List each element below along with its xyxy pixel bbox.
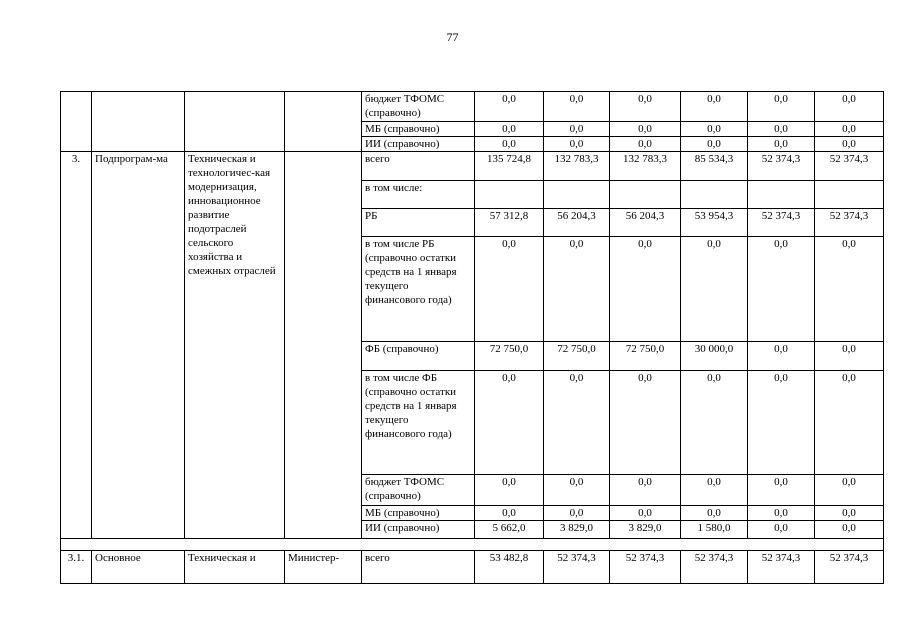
value-cell — [681, 181, 748, 209]
value-cell: 0,0 — [748, 371, 815, 475]
value-cell: 5 662,0 — [475, 521, 544, 539]
value-cell: 0,0 — [475, 92, 544, 122]
row-number: 3. — [61, 152, 92, 539]
source-cell: бюджет ТФОМС (справочно) — [362, 92, 475, 122]
value-cell: 52 374,3 — [748, 209, 815, 237]
value-cell: 85 534,3 — [681, 152, 748, 181]
value-cell: 1 580,0 — [681, 521, 748, 539]
value-cell: 0,0 — [748, 137, 815, 152]
name-cell: Техническая и технологичес-кая модернизация, инновационное развитие подотраслей сельского хозяйства и смежных отраслей — [185, 152, 285, 539]
source-cell: МБ (справочно) — [362, 506, 475, 521]
value-cell: 0,0 — [815, 342, 884, 371]
value-cell: 72 750,0 — [610, 342, 681, 371]
source-cell: всего — [362, 152, 475, 181]
value-cell: 0,0 — [681, 371, 748, 475]
executor-cell — [285, 152, 362, 539]
source-cell: РБ — [362, 209, 475, 237]
finance-table — [60, 91, 884, 584]
value-cell: 0,0 — [681, 122, 748, 137]
value-cell: 3 829,0 — [544, 521, 610, 539]
value-cell: 0,0 — [610, 506, 681, 521]
source-cell: МБ (справочно) — [362, 122, 475, 137]
empty-cell — [92, 92, 185, 152]
value-cell: 0,0 — [610, 475, 681, 506]
value-cell: 57 312,8 — [475, 209, 544, 237]
value-cell: 52 374,3 — [681, 551, 748, 584]
source-cell: ИИ (справочно) — [362, 521, 475, 539]
value-cell: 3 829,0 — [610, 521, 681, 539]
value-cell: 0,0 — [815, 122, 884, 137]
source-cell: в том числе: — [362, 181, 475, 209]
value-cell: 0,0 — [475, 237, 544, 342]
value-cell: 132 783,3 — [544, 152, 610, 181]
value-cell: 56 204,3 — [544, 209, 610, 237]
value-cell: 0,0 — [748, 122, 815, 137]
empty-cell — [185, 92, 285, 152]
value-cell: 0,0 — [475, 506, 544, 521]
value-cell: 132 783,3 — [610, 152, 681, 181]
source-cell: всего — [362, 551, 475, 584]
value-cell: 0,0 — [610, 92, 681, 122]
table-spacer — [61, 539, 884, 551]
source-cell: ИИ (справочно) — [362, 137, 475, 152]
value-cell: 0,0 — [815, 137, 884, 152]
value-cell: 0,0 — [544, 237, 610, 342]
source-cell: бюджет ТФОМС (справочно) — [362, 475, 475, 506]
value-cell: 0,0 — [748, 475, 815, 506]
value-cell: 0,0 — [681, 137, 748, 152]
value-cell: 0,0 — [544, 506, 610, 521]
value-cell: 30 000,0 — [681, 342, 748, 371]
value-cell: 52 374,3 — [610, 551, 681, 584]
value-cell: 56 204,3 — [610, 209, 681, 237]
value-cell: 52 374,3 — [815, 209, 884, 237]
value-cell: 52 374,3 — [815, 152, 884, 181]
value-cell: 0,0 — [610, 371, 681, 475]
value-cell: 52 374,3 — [544, 551, 610, 584]
source-cell: ФБ (справочно) — [362, 342, 475, 371]
table-row — [61, 551, 884, 584]
value-cell: 0,0 — [815, 521, 884, 539]
value-cell: 0,0 — [748, 92, 815, 122]
value-cell: 72 750,0 — [475, 342, 544, 371]
name-cell: Техническая и — [185, 551, 285, 584]
empty-cell — [61, 92, 92, 152]
value-cell: 0,0 — [815, 506, 884, 521]
value-cell — [610, 181, 681, 209]
value-cell: 0,0 — [748, 506, 815, 521]
value-cell — [544, 181, 610, 209]
value-cell: 72 750,0 — [544, 342, 610, 371]
value-cell: 0,0 — [475, 371, 544, 475]
value-cell: 52 374,3 — [815, 551, 884, 584]
value-cell: 0,0 — [681, 475, 748, 506]
value-cell: 52 374,3 — [748, 152, 815, 181]
value-cell: 0,0 — [610, 237, 681, 342]
value-cell: 53 954,3 — [681, 209, 748, 237]
value-cell: 0,0 — [544, 92, 610, 122]
value-cell: 0,0 — [544, 371, 610, 475]
value-cell: 0,0 — [681, 506, 748, 521]
value-cell: 0,0 — [544, 122, 610, 137]
value-cell: 0,0 — [475, 122, 544, 137]
value-cell: 52 374,3 — [748, 551, 815, 584]
value-cell: 0,0 — [544, 475, 610, 506]
value-cell: 0,0 — [475, 137, 544, 152]
value-cell: 0,0 — [748, 237, 815, 342]
value-cell: 0,0 — [815, 237, 884, 342]
value-cell: 0,0 — [544, 137, 610, 152]
executor-cell: Министер- — [285, 551, 362, 584]
source-cell: в том числе РБ (справочно остатки средств на 1 января текущего финансового года) — [362, 237, 475, 342]
table-row — [61, 152, 884, 181]
value-cell: 0,0 — [610, 137, 681, 152]
value-cell: 135 724,8 — [475, 152, 544, 181]
value-cell: 0,0 — [681, 92, 748, 122]
source-cell: в том числе ФБ (справочно остатки средств на 1 января текущего финансового года) — [362, 371, 475, 475]
value-cell: 0,0 — [815, 92, 884, 122]
value-cell: 0,0 — [475, 475, 544, 506]
row-number: 3.1. — [61, 551, 92, 584]
value-cell: 53 482,8 — [475, 551, 544, 584]
value-cell — [475, 181, 544, 209]
table-row — [61, 92, 884, 122]
value-cell: 0,0 — [815, 475, 884, 506]
status-cell: Подпрограм-ма — [92, 152, 185, 539]
status-cell: Основное — [92, 551, 185, 584]
value-cell: 0,0 — [748, 521, 815, 539]
value-cell: 0,0 — [681, 237, 748, 342]
value-cell: 0,0 — [748, 342, 815, 371]
value-cell: 0,0 — [815, 371, 884, 475]
page-number: 77 — [446, 30, 459, 44]
value-cell — [748, 181, 815, 209]
empty-cell — [285, 92, 362, 152]
value-cell — [815, 181, 884, 209]
value-cell: 0,0 — [610, 122, 681, 137]
